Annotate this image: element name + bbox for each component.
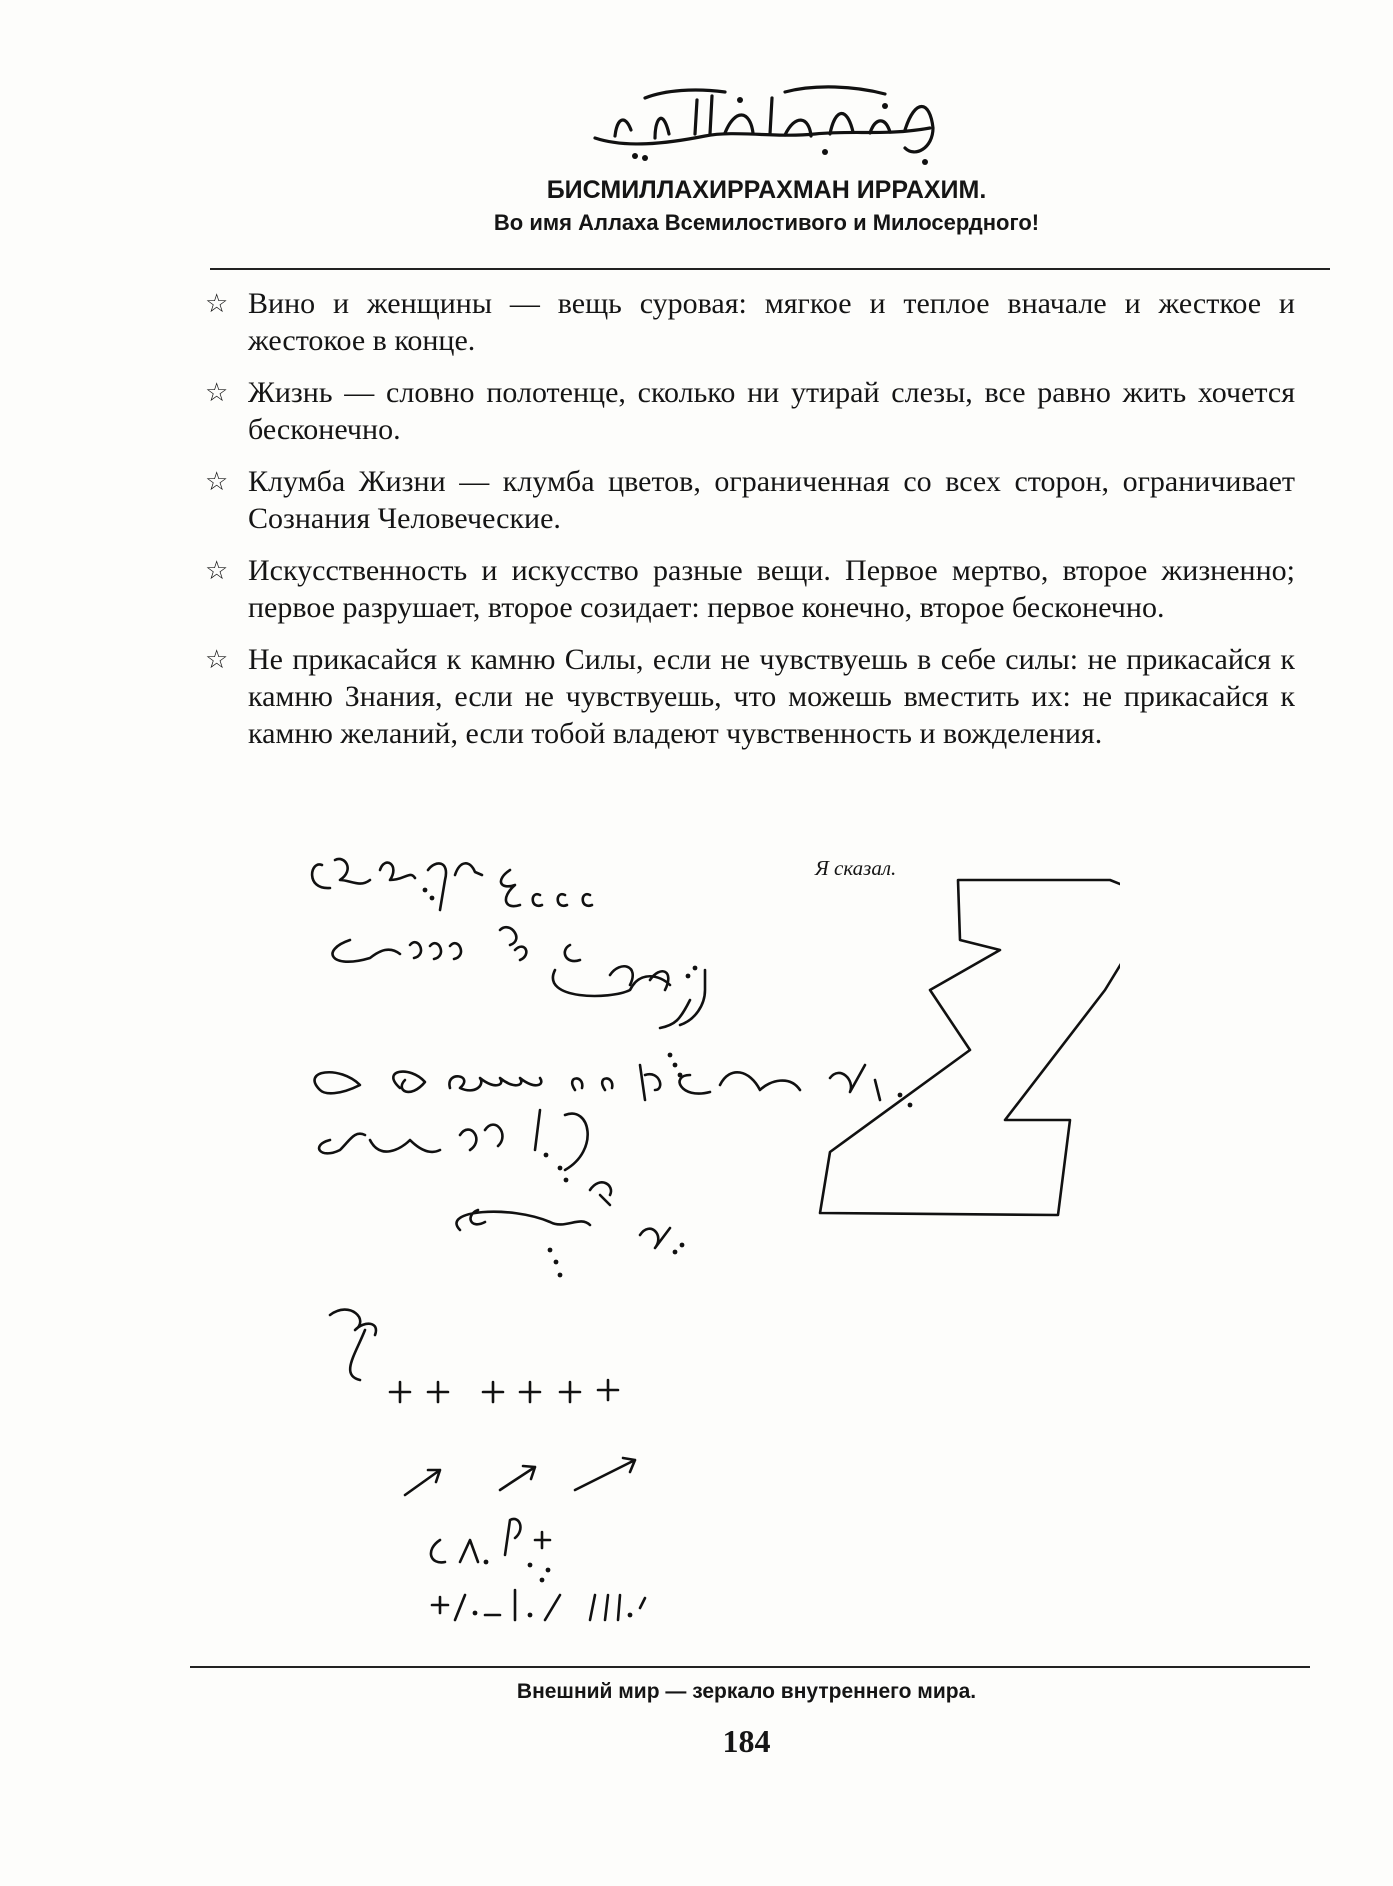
- saying-item: [205, 285, 1295, 359]
- sayings-list: [205, 285, 1295, 767]
- saying-text: Жизнь — словно полотенце, сколько ни утирай слезы, все равно жить хочется бесконечно.: [248, 376, 1295, 446]
- saying-item: [205, 641, 1295, 752]
- page-title: БИСМИЛЛАХИРРАХМАН ИРРАХИМ.: [546, 176, 987, 204]
- star-bullet-icon: ☆: [205, 645, 229, 674]
- saying-text: Не прикасайся к камню Силы, если не чувствуешь в себе силы: не прикасайся к камню Знания, если не чувствуешь, что можешь вместить их: не прикасайся к камню желаний, если тобой владеют чувственность и вожделения.: [248, 643, 1295, 750]
- star-bullet-icon: ☆: [205, 467, 229, 496]
- saying-item: [205, 374, 1295, 448]
- star-bullet-icon: ☆: [205, 378, 229, 407]
- header-divider: [210, 268, 1330, 270]
- quote-attribution: Я сказал.: [815, 856, 897, 880]
- handwritten-symbols-illustration: [310, 850, 1120, 1640]
- saying-item: [205, 552, 1295, 626]
- star-bullet-icon: ☆: [205, 556, 229, 585]
- saying-text: Искусственность и искусство разные вещи. Первое мертво, второе жизненно; первое разрушает, второе созидает: первое конечно, второе бесконечно.: [248, 554, 1295, 624]
- saying-item: [205, 463, 1295, 537]
- footer-motto: Внешний мир — зеркало внутреннего мира.: [516, 1680, 977, 1703]
- saying-text: Вино и женщины — вещь суровая: мягкое и теплое вначале и жесткое и жестокое в конце.: [248, 287, 1295, 357]
- footer-divider: [190, 1666, 1310, 1668]
- page-subtitle: Во имя Аллаха Всемилостивого и Милосердного!: [493, 210, 1040, 235]
- star-bullet-icon: ☆: [205, 289, 229, 318]
- saying-text: Клумба Жизни — клумба цветов, ограниченная со всех сторон, ограничивает Сознания Человеческие.: [248, 465, 1295, 535]
- page-number: 184: [722, 1723, 771, 1759]
- large-z-glyph: [820, 880, 1120, 1215]
- bismillah-calligraphy: [585, 78, 945, 170]
